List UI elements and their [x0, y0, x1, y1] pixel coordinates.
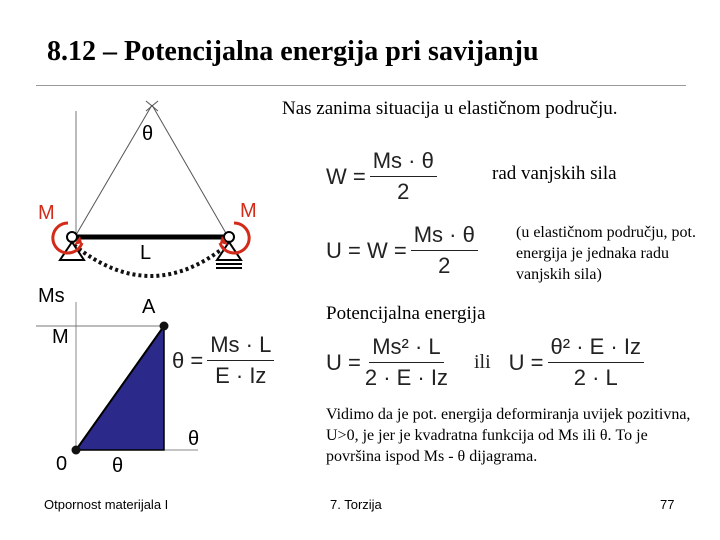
intro-text: Nas zanima situacija u elastičnom području. [282, 98, 618, 119]
point-a-label: A [142, 296, 156, 318]
theta-rotation-label: θ [142, 123, 154, 145]
left-rotation-line [76, 105, 152, 235]
ili-text: ili [473, 351, 491, 373]
beam-figure [30, 95, 290, 285]
origin-label: 0 [56, 453, 68, 475]
ms-axis-label: Ms [38, 285, 65, 307]
work-label: rad vanjskih sila [492, 163, 617, 184]
origin-marker [72, 446, 81, 455]
m-level-label: M [52, 326, 69, 348]
potential-formulas: U = $\frac{\text{Ms² · L}}{2 \cdot E \cdot Iz}$ ili U = $\frac{\text{θ² · E · Iz}}{2 \cdot L}$ [326, 334, 648, 391]
conclusion-text: Vidimo da je pot. energija deformiranja uvijek pozitivna, U>0, je jer je kvadratna funkcija od Ms ili θ. To je površina ispod Ms - θ dijagrama. [326, 406, 691, 465]
x-axis-theta-label: θ [188, 428, 200, 450]
work-formula: W = $\frac{Ms \cdot \theta}{2}$ [326, 148, 441, 205]
moment-left-label: M [38, 202, 55, 224]
x-under-theta-label: θ [112, 455, 124, 477]
title-divider [36, 85, 686, 86]
slide-title: 8.12 – Potencijalna energija pri savijanju [47, 36, 539, 67]
moment-right-label: M [240, 200, 257, 222]
right-rotation-line [152, 105, 227, 235]
footer-chapter: 7. Torzija [330, 497, 382, 512]
elastic-note: (u elastičnom području, pot. energija je jednaka radu vanjskih sila) [516, 224, 696, 283]
theta-formula: θ = $\frac{Ms \cdot L}{E \cdot Iz}$ [172, 332, 278, 389]
footer-page-number: 77 [660, 497, 675, 512]
beam-length-label: L [140, 242, 152, 264]
footer-course: Otpornost materijala I [44, 497, 169, 512]
point-a-marker [160, 322, 169, 331]
potential-label: Potencijalna energija [326, 303, 486, 324]
energy-work-formula: U = W = $\frac{Ms \cdot \theta}{2}$ [326, 222, 482, 279]
